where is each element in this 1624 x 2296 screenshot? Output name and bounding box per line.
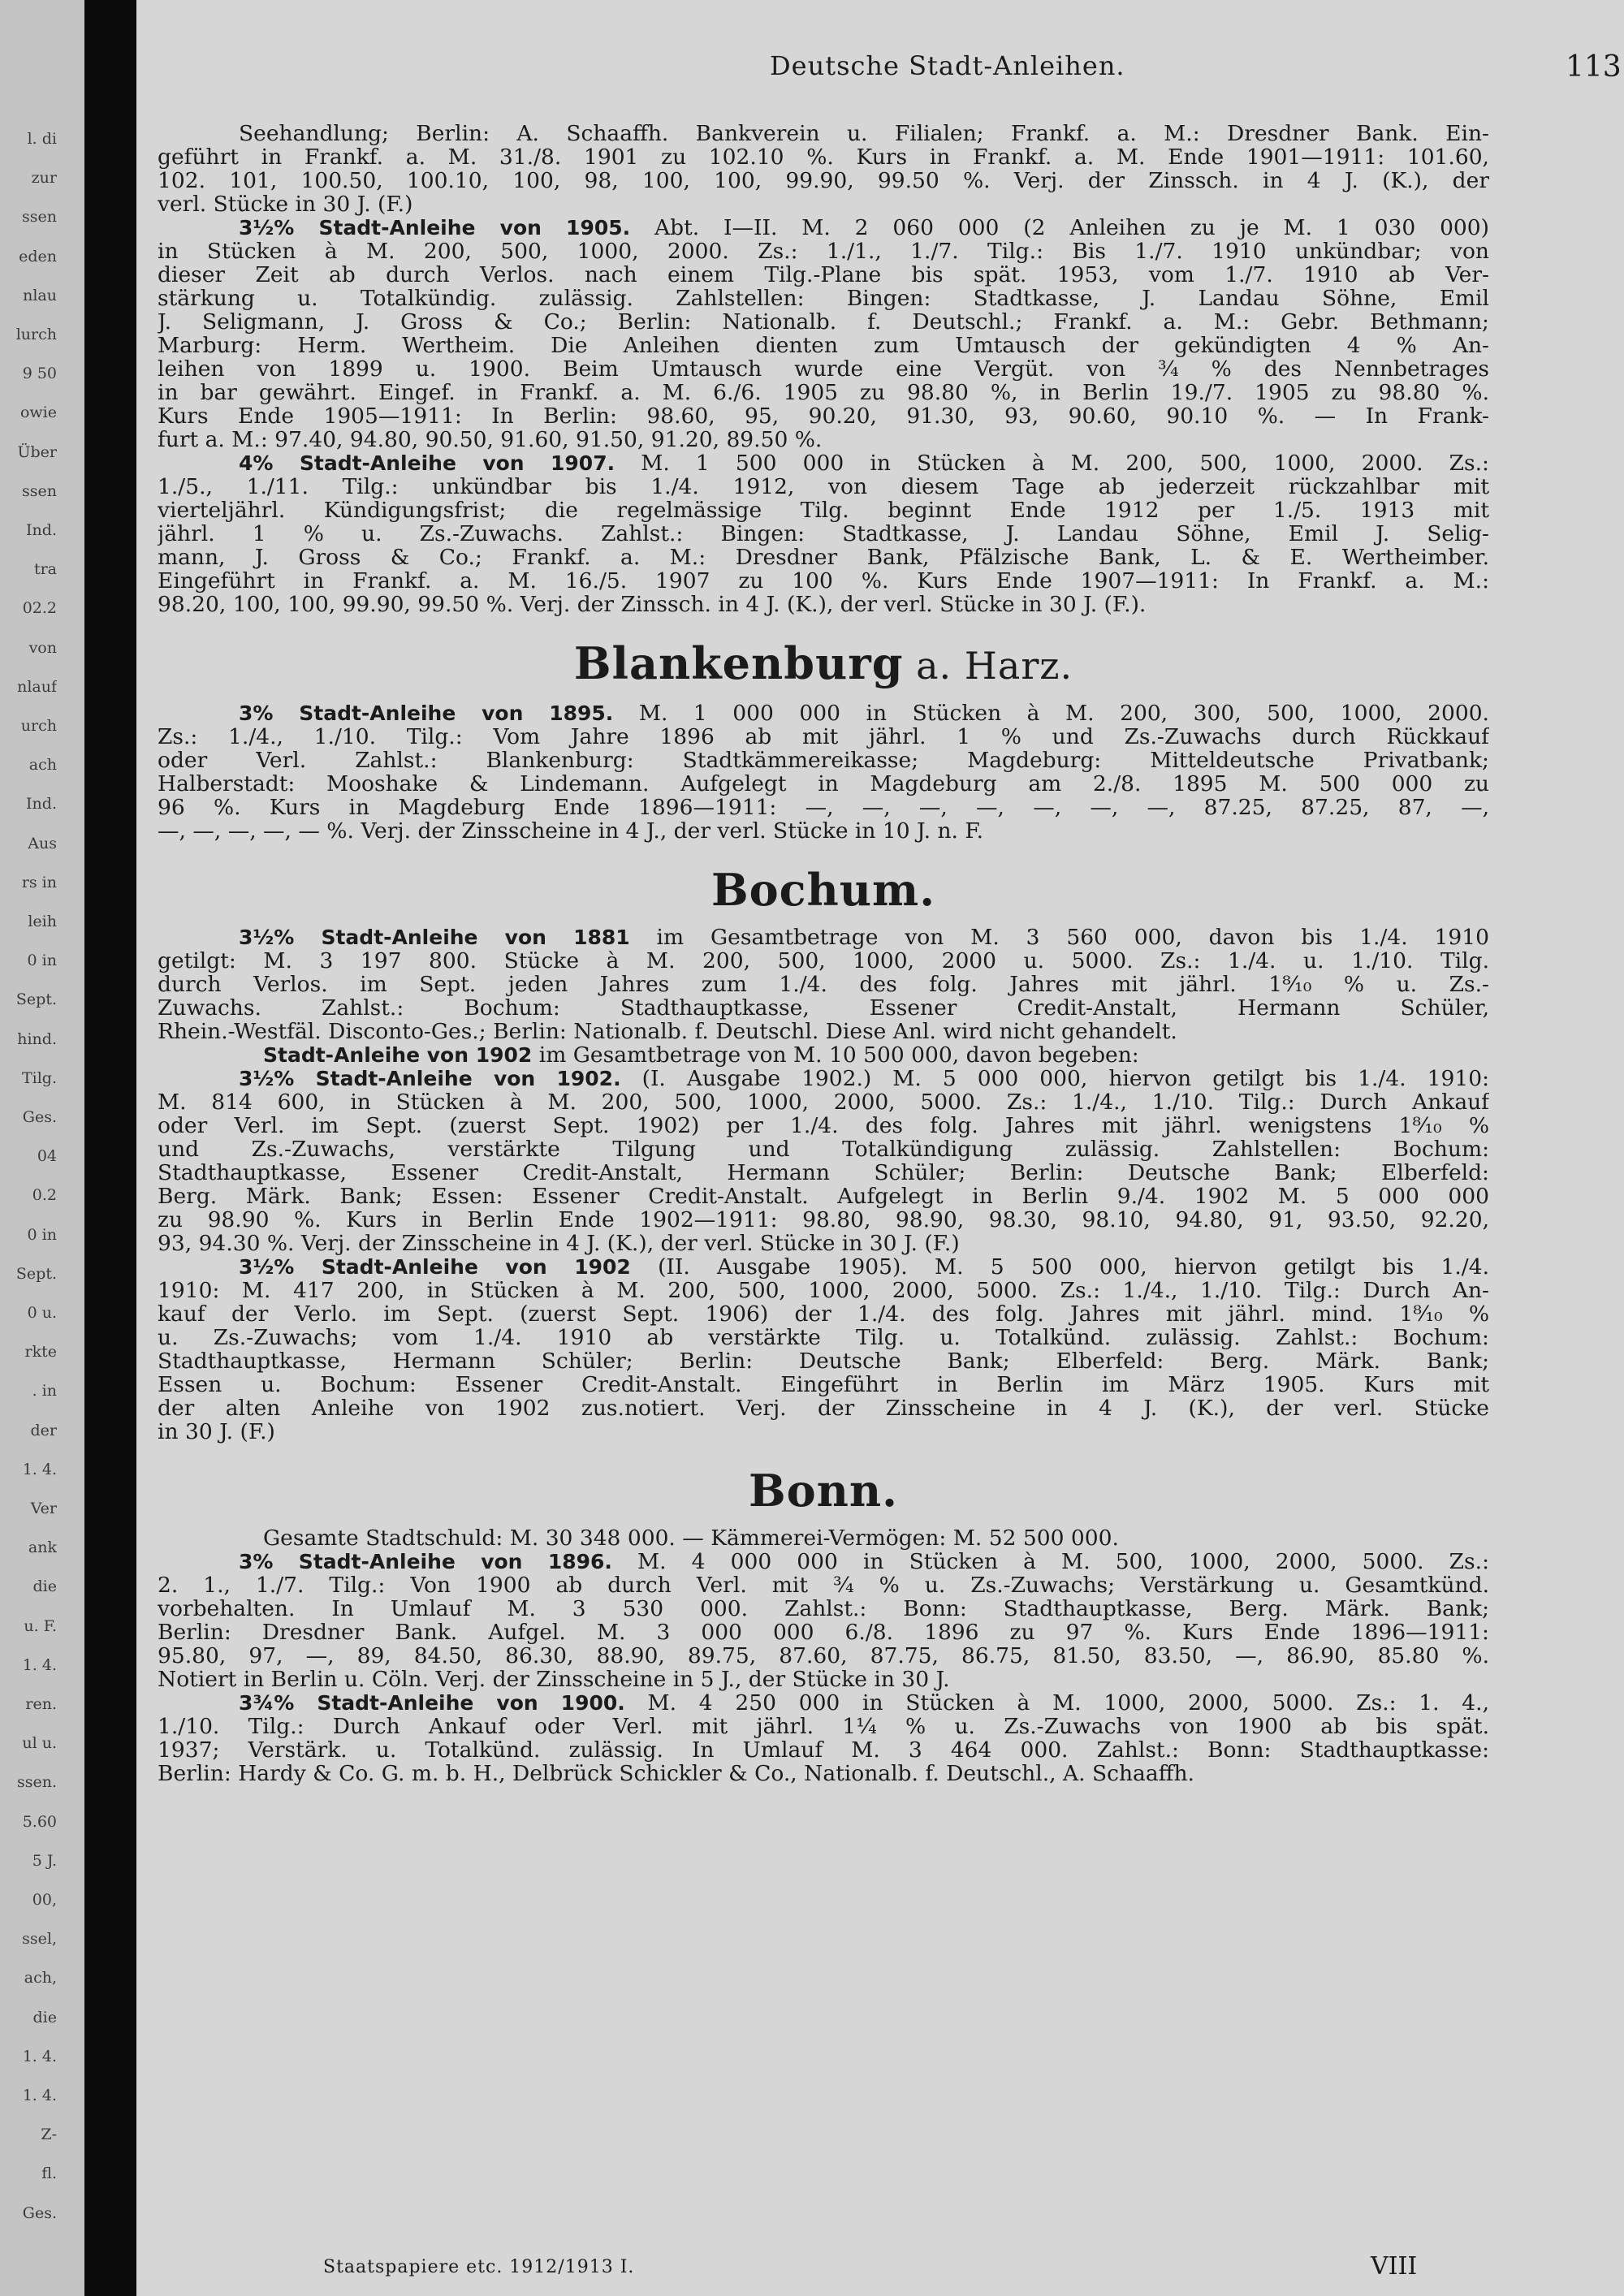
text-line [158, 240, 1489, 263]
margin-fragment: ach, [24, 1969, 57, 1987]
text-line [158, 145, 1489, 169]
line-text: Halberstadt: Mooshake & Lindemann. Aufgelegt in Magdeburg am 2./8. 1895 M. 500 000 zu [158, 772, 1489, 796]
text-line [158, 796, 1489, 819]
text-line [158, 546, 1489, 569]
margin-fragment: 1. 4. [22, 1655, 57, 1674]
margin-fragment: ren. [25, 1695, 57, 1713]
bond-heading: Stadt-Anleihe von 1902 [263, 1043, 533, 1067]
line-text: stärkung u. Totalkündig. zulässig. Zahlstellen: Bingen: Stadtkasse, J. Landau Söhne, Emil [158, 287, 1489, 310]
margin-fragment: urch [20, 717, 57, 735]
margin-fragment: 5 J. [32, 1851, 57, 1870]
text-line [158, 381, 1489, 404]
line-text: jährl. 1 % u. Zs.-Zuwachs. Zahlst.: Bingen: Stadtkasse, J. Landau Söhne, Emil J. Selig- [158, 522, 1489, 546]
text-line [158, 287, 1489, 310]
text-line [158, 1762, 1489, 1785]
line-text: 1937; Verstärk. u. Totalkünd. zulässig. In Umlauf M. 3 464 000. Zahlst.: Bonn: Stadthauptkasse: [158, 1738, 1489, 1762]
text-line [158, 216, 1489, 240]
margin-fragment: rkte [24, 1343, 57, 1362]
margin-fragment: ssen [22, 481, 57, 500]
line-text: 1910: M. 417 200, in Stücken à M. 200, 500, 1000, 2000, 5000. Zs.: 1./4., 1./10. Tilg.: Durch An- [158, 1279, 1489, 1302]
line-text: der alten Anleihe von 1902 zus.notiert. Verj. der Zinsscheine in 4 J. (K.), der verl. Stücke [158, 1396, 1489, 1420]
line-text: 1./10. Tilg.: Durch Ankauf oder Verl. mit jährl. 1¼ % u. Zs.-Zuwachs von 1900 ab bis spät. [158, 1715, 1489, 1738]
paragraph [158, 451, 1489, 616]
text-line [158, 475, 1489, 498]
line-text: leihen von 1899 u. 1900. Beim Umtausch wurde eine Vergüt. von ¾ % des Nennbetrages [158, 357, 1489, 381]
paragraph [158, 1526, 1489, 1550]
margin-fragment: 5.60 [22, 1812, 57, 1831]
margin-fragment: 1. 4. [22, 1460, 57, 1478]
text-line [158, 749, 1489, 772]
city-suffix: a. Harz. [903, 644, 1073, 688]
margin-fragment: Ges. [22, 1108, 57, 1126]
paragraph [158, 216, 1489, 451]
line-text: Marburg: Herm. Wertheim. Die Anleihen dienten zum Umtausch der gekündigten 4 % An- [158, 334, 1489, 357]
text-line [158, 1738, 1489, 1762]
line-text: und Zs.-Zuwachs, verstärkte Tilgung und Totalkündigung zulässig. Zahlstellen: Bochum: [158, 1137, 1489, 1161]
line-text: Eingeführt in Frankf. a. M. 16./5. 1907 zu 100 %. Kurs Ende 1907—1911: In Frankf. a. M.: [158, 569, 1489, 593]
text-line [158, 996, 1489, 1020]
line-text: M. 4 250 000 in Stücken à M. 1000, 2000, 5000. Zs.: 1. 4., [624, 1691, 1489, 1715]
line-text: (I. Ausgabe 1902.) M. 5 000 000, hiervon getilgt bis 1./4. 1910: [620, 1067, 1489, 1090]
text-line [158, 1020, 1489, 1043]
text-line [158, 1067, 1489, 1090]
margin-fragment: 0 in [27, 952, 57, 970]
margin-fragment: der [30, 1421, 57, 1439]
line-text: Berlin: Dresdner Bank. Aufgel. M. 3 000 000 6./8. 1896 zu 97 %. Kurs Ende 1896—1911: [158, 1621, 1489, 1644]
line-text: Kurs Ende 1905—1911: In Berlin: 98.60, 95, 90.20, 91.30, 93, 90.60, 90.10 %. — In Frank- [158, 404, 1489, 428]
line-text: Gesamte Stadtschuld: M. 30 348 000. — Kämmerei-Vermögen: M. 52 500 000. [263, 1526, 1119, 1550]
city-name: Bonn. [749, 1465, 898, 1517]
line-text: Berlin: Hardy & Co. G. m. b. H., Delbrück Schickler & Co., Nationalb. f. Deutschl., A. Schaaffh. [158, 1762, 1194, 1785]
text-line [158, 1255, 1489, 1279]
line-text: J. Seligmann, J. Gross & Co.; Berlin: Nationalb. f. Deutschl.; Frankf. a. M.: Gebr. Bethmann; [158, 310, 1489, 334]
margin-fragment: Ind. [26, 521, 57, 539]
bond-heading: 3% Stadt-Anleihe von 1895. [239, 701, 614, 725]
text-line [158, 428, 1489, 451]
line-text: oder Verl. im Sept. (zuerst Sept. 1902) per 1./4. des folg. Jahres mit jährl. wenigstens 1⁸⁄₁₀ % [158, 1114, 1489, 1137]
page-number: 113 [1566, 50, 1622, 84]
paragraph [158, 701, 1489, 843]
line-text: durch Verlos. im Sept. jeden Jahres zum 1./4. des folg. Jahres mit jährl. 1⁸⁄₁₀ % u. Zs.- [158, 973, 1489, 996]
city-heading [158, 1466, 1489, 1515]
line-text: 98.20, 100, 100, 99.90, 99.50 %. Verj. der Zinssch. in 4 J. (K.), der verl. Stücke in 30 J. (F.). [158, 593, 1147, 616]
paragraph [158, 122, 1489, 216]
line-text: zu 98.90 %. Kurs in Berlin Ende 1902—1911: 98.80, 98.90, 98.30, 98.10, 94.80, 91, 93.50, 92.20, [158, 1208, 1489, 1232]
line-text: vorbehalten. In Umlauf M. 3 530 000. Zahlst.: Bonn: Stadthauptkasse, Berg. Märk. Bank; [158, 1597, 1489, 1621]
margin-fragment: nlau [23, 286, 57, 304]
text-line [158, 310, 1489, 334]
text-line [158, 451, 1489, 475]
margin-fragment: ssen. [16, 1773, 57, 1792]
text-line [158, 1185, 1489, 1208]
line-text: 93, 94.30 %. Verj. der Zinsscheine in 4 J. (K.), der verl. Stücke in 30 J. (F.) [158, 1232, 960, 1255]
bond-heading: 3¾% Stadt-Anleihe von 1900. [239, 1691, 625, 1715]
margin-fragment: die [32, 2008, 57, 2026]
text-line [158, 1114, 1489, 1137]
text-line [158, 725, 1489, 749]
bond-heading: 3½% Stadt-Anleihe von 1905. [239, 216, 631, 240]
margin-fragment: 0.2 [32, 1186, 57, 1205]
paragraph [158, 1067, 1489, 1255]
text-line [158, 701, 1489, 725]
margin-fragment: lurch [15, 326, 57, 343]
line-text: Stadthauptkasse, Hermann Schüler; Berlin: Deutsche Bank; Elberfeld: Berg. Märk. Bank; [158, 1349, 1489, 1373]
text-line [158, 1621, 1489, 1644]
text-line [158, 819, 1489, 843]
margin-fragment: ssen [22, 208, 57, 227]
text-line [158, 122, 1489, 145]
line-text: Abt. I—II. M. 2 060 000 (2 Anleihen zu je M. 1 030 000) [630, 216, 1489, 240]
bond-heading: 3½% Stadt-Anleihe von 1902. [239, 1067, 621, 1090]
margin-fragment: 00, [32, 1891, 57, 1909]
margin-fragment: u. F. [24, 1616, 57, 1635]
margin-fragment: Über [17, 442, 57, 461]
line-text: im Gesamtbetrage von M. 3 560 000, davon bis 1./4. 1910 [629, 926, 1489, 949]
text-line [158, 1691, 1489, 1715]
margin-fragment: 0 u. [27, 1304, 57, 1322]
line-text: Berg. Märk. Bank; Essen: Essener Credit-Anstalt. Aufgelegt in Berlin 9./4. 1902 M. 5 000 000 [158, 1185, 1489, 1208]
paragraph [158, 1691, 1489, 1785]
paragraph [158, 926, 1489, 1043]
line-text: Rhein.-Westfäl. Disconto-Ges.; Berlin: Nationalb. f. Deutschl. Diese Anl. wird nicht gehandelt. [158, 1020, 1177, 1043]
line-text: 95.80, 97, —, 89, 84.50, 86.30, 88.90, 89.75, 87.60, 87.75, 86.75, 81.50, 83.50, —, 86.90, 85.80 %. [158, 1644, 1489, 1668]
margin-fragment: tra [33, 560, 57, 579]
margin-fragment: 0 in [27, 1225, 57, 1244]
text-line [158, 357, 1489, 381]
margin-fragment: 04 [37, 1147, 57, 1166]
line-text: in 30 J. (F.) [158, 1420, 275, 1444]
margin-fragment: Ind. [26, 795, 57, 814]
margin-fragment: ank [28, 1539, 57, 1557]
margin-fragment: fl. [41, 2164, 57, 2183]
bond-heading: 3½% Stadt-Anleihe von 1881 [239, 926, 630, 949]
margin-fragment: . in [32, 1382, 57, 1400]
margin-fragment: von [28, 638, 57, 657]
city-name: Blankenburg [573, 637, 904, 689]
text-line [158, 1208, 1489, 1232]
text-line [158, 1302, 1489, 1326]
text-line [158, 1597, 1489, 1621]
text-line [158, 1668, 1489, 1691]
margin-fragment: Aus [28, 834, 57, 852]
text-line [158, 1644, 1489, 1668]
text-line [158, 772, 1489, 796]
text-line [158, 1043, 1489, 1067]
line-text: —, —, —, —, — %. Verj. der Zinsscheine in 4 J., der verl. Stücke in 10 J. n. F. [158, 819, 984, 843]
paragraph [158, 1550, 1489, 1691]
margin-fragment: ssel, [22, 1930, 57, 1949]
line-text: Seehandlung; Berlin: A. Schaaffh. Bankverein u. Filialen; Frankf. a. M.: Dresdner Bank. Ein- [239, 122, 1489, 145]
text-line [158, 1137, 1489, 1161]
line-text: in bar gewährt. Eingef. in Frankf. a. M. 6./6. 1905 zu 98.80 %, in Berlin 19./7. 1905 zu 98.80 %. [158, 381, 1489, 404]
book-spine-shadow [84, 0, 136, 2296]
margin-fragment: ach [28, 756, 57, 775]
text-line [158, 1420, 1489, 1444]
text-line [158, 1396, 1489, 1420]
margin-fragment: Ver [30, 1500, 57, 1517]
margin-fragment: leih [28, 913, 57, 930]
text-line [158, 263, 1489, 287]
running-head: Deutsche Stadt-Anleihen. [770, 50, 1125, 81]
text-line [158, 1161, 1489, 1185]
line-text: mann, J. Gross & Co.; Frankf. a. M.: Dresdner Bank, Pfälzische Bank, L. & E. Wertheimber. [158, 546, 1489, 569]
bond-heading: 3½% Stadt-Anleihe von 1902 [239, 1255, 631, 1279]
text-line [158, 593, 1489, 616]
line-text: geführt in Frankf. a. M. 31./8. 1901 zu 102.10 %. Kurs in Frankf. a. M. Ende 1901—1911: 101.60, [158, 145, 1489, 169]
text-line [158, 498, 1489, 522]
margin-fragment: 9 50 [22, 365, 57, 383]
margin-fragment: zur [31, 169, 57, 188]
text-line [158, 973, 1489, 996]
margin-fragment: owie [19, 404, 57, 422]
line-text: dieser Zeit ab durch Verlos. nach einem Tilg.-Plane bis spät. 1953, vom 1./7. 1910 ab Ver- [158, 263, 1489, 287]
line-text: verl. Stücke in 30 J. (F.) [158, 192, 413, 216]
line-text: 102. 101, 100.50, 100.10, 100, 98, 100, 100, 99.90, 99.50 %. Verj. der Zinssch. in 4 J. (K.), der [158, 169, 1489, 192]
text-line [158, 569, 1489, 593]
bond-heading: 3% Stadt-Anleihe von 1896. [239, 1550, 612, 1573]
text-line [158, 1526, 1489, 1550]
city-heading [158, 639, 1489, 690]
margin-fragment: l. di [27, 130, 57, 148]
text-line [158, 949, 1489, 973]
margin-fragment: nlauf [17, 677, 57, 696]
line-text: 96 %. Kurs in Magdeburg Ende 1896—1911: —, —, —, —, —, —, —, 87.25, 87.25, 87, —, [158, 796, 1489, 819]
line-text: in Stücken à M. 200, 500, 1000, 2000. Zs.: 1./1., 1./7. Tilg.: Bis 1./7. 1910 unkündbar; von [158, 240, 1489, 263]
body-text [158, 122, 1489, 1785]
text-line [158, 404, 1489, 428]
line-text: M. 1 500 000 in Stücken à M. 200, 500, 1000, 2000. Zs.: [615, 451, 1489, 475]
text-line [158, 1232, 1489, 1255]
margin-fragment: ul u. [22, 1734, 57, 1753]
margin-fragment: rs in [21, 873, 57, 891]
city-name: Bochum. [711, 864, 935, 916]
margin-fragment: 1. 4. [22, 2087, 57, 2104]
line-text: Zuwachs. Zahlst.: Bochum: Stadthauptkasse, Essener Credit-Anstalt, Hermann Schüler, [158, 996, 1489, 1020]
text-line [158, 1279, 1489, 1302]
line-text: Essen u. Bochum: Essener Credit-Anstalt. Eingeführt in Berlin im März 1905. Kurs mit [158, 1373, 1489, 1396]
adjacent-page-strip [0, 0, 84, 2296]
text-line [158, 1373, 1489, 1396]
text-line [158, 926, 1489, 949]
line-text: M. 1 000 000 in Stücken à M. 200, 300, 500, 1000, 2000. [613, 701, 1489, 725]
text-line [158, 192, 1489, 216]
text-line [158, 334, 1489, 357]
line-text: Zs.: 1./4., 1./10. Tilg.: Vom Jahre 1896 ab mit jährl. 1 % und Zs.-Zuwachs durch Rückkauf [158, 725, 1489, 749]
line-text: oder Verl. Zahlst.: Blankenburg: Stadtkämmereikasse; Magdeburg: Mitteldeutsche Privatbank; [158, 749, 1489, 772]
footer-sheet-number: VIII [1371, 2252, 1418, 2281]
line-text: M. 814 600, in Stücken à M. 200, 500, 1000, 2000, 5000. Zs.: 1./4., 1./10. Tilg.: Durch Ankauf [158, 1090, 1489, 1114]
line-text: vierteljährl. Kündigungsfrist; die regelmässige Tilg. beginnt Ende 1912 per 1./5. 1913 mit [158, 498, 1489, 522]
margin-fragment: eden [19, 247, 57, 265]
line-text: im Gesamtbetrage von M. 10 500 000, davon begeben: [532, 1043, 1139, 1067]
margin-fragment: hind. [17, 1029, 57, 1048]
line-text: Stadthauptkasse, Essener Credit-Anstalt, Hermann Schüler; Berlin: Deutsche Bank; Elberfeld: [158, 1161, 1489, 1185]
text-line [158, 1349, 1489, 1373]
line-text: 1./5., 1./11. Tilg.: unkündbar bis 1./4. 1912, von diesem Tage ab jederzeit rückzahlbar mit [158, 475, 1489, 498]
bond-heading: 4% Stadt-Anleihe von 1907. [239, 451, 615, 475]
text-line [158, 1573, 1489, 1597]
footer-signature: Staatspapiere etc. 1912/1913 I. [323, 2257, 635, 2277]
city-heading [158, 865, 1489, 914]
line-text: 2. 1., 1./7. Tilg.: Von 1900 ab durch Verl. mit ¾ % u. Zs.-Zuwachs; Verstärkung u. Gesamtkünd. [158, 1573, 1489, 1597]
margin-fragment: Z- [41, 2126, 57, 2144]
line-text: u. Zs.-Zuwachs; vom 1./4. 1910 ab verstärkte Tilg. u. Totalkünd. zulässig. Zahlst.: Bochum: [158, 1326, 1489, 1349]
text-line [158, 1090, 1489, 1114]
margin-fragment: Ges. [22, 2203, 57, 2222]
text-line [158, 169, 1489, 192]
line-text: Notiert in Berlin u. Cöln. Verj. der Zinsscheine in 5 J., der Stücke in 30 J. [158, 1668, 950, 1691]
margin-fragment: 02.2 [22, 599, 57, 618]
margin-fragment: die [32, 1577, 57, 1596]
text-line [158, 1715, 1489, 1738]
margin-fragment: Sept. [15, 1264, 57, 1283]
margin-fragment: Sept. [15, 990, 57, 1009]
text-line [158, 522, 1489, 546]
line-text: (II. Ausgabe 1905). M. 5 500 000, hiervon getilgt bis 1./4. [630, 1255, 1489, 1279]
paragraph [158, 1043, 1489, 1067]
text-line [158, 1326, 1489, 1349]
margin-fragment: 1. 4. [22, 2047, 57, 2065]
line-text: kauf der Verlo. im Sept. (zuerst Sept. 1906) der 1./4. des folg. Jahres mit jährl. mind. 1⁸⁄₁₀ % [158, 1302, 1489, 1326]
paragraph [158, 1255, 1489, 1444]
margin-fragment: Tilg. [21, 1068, 57, 1087]
text-line [158, 1550, 1489, 1573]
line-text: M. 4 000 000 in Stücken à M. 500, 1000, 2000, 5000. Zs.: [611, 1550, 1489, 1573]
line-text: getilgt: M. 3 197 800. Stücke à M. 200, 500, 1000, 2000 u. 5000. Zs.: 1./4. u. 1./10. Tilg. [158, 949, 1489, 973]
line-text: furt a. M.: 97.40, 94.80, 90.50, 91.60, 91.50, 91.20, 89.50 %. [158, 428, 823, 451]
